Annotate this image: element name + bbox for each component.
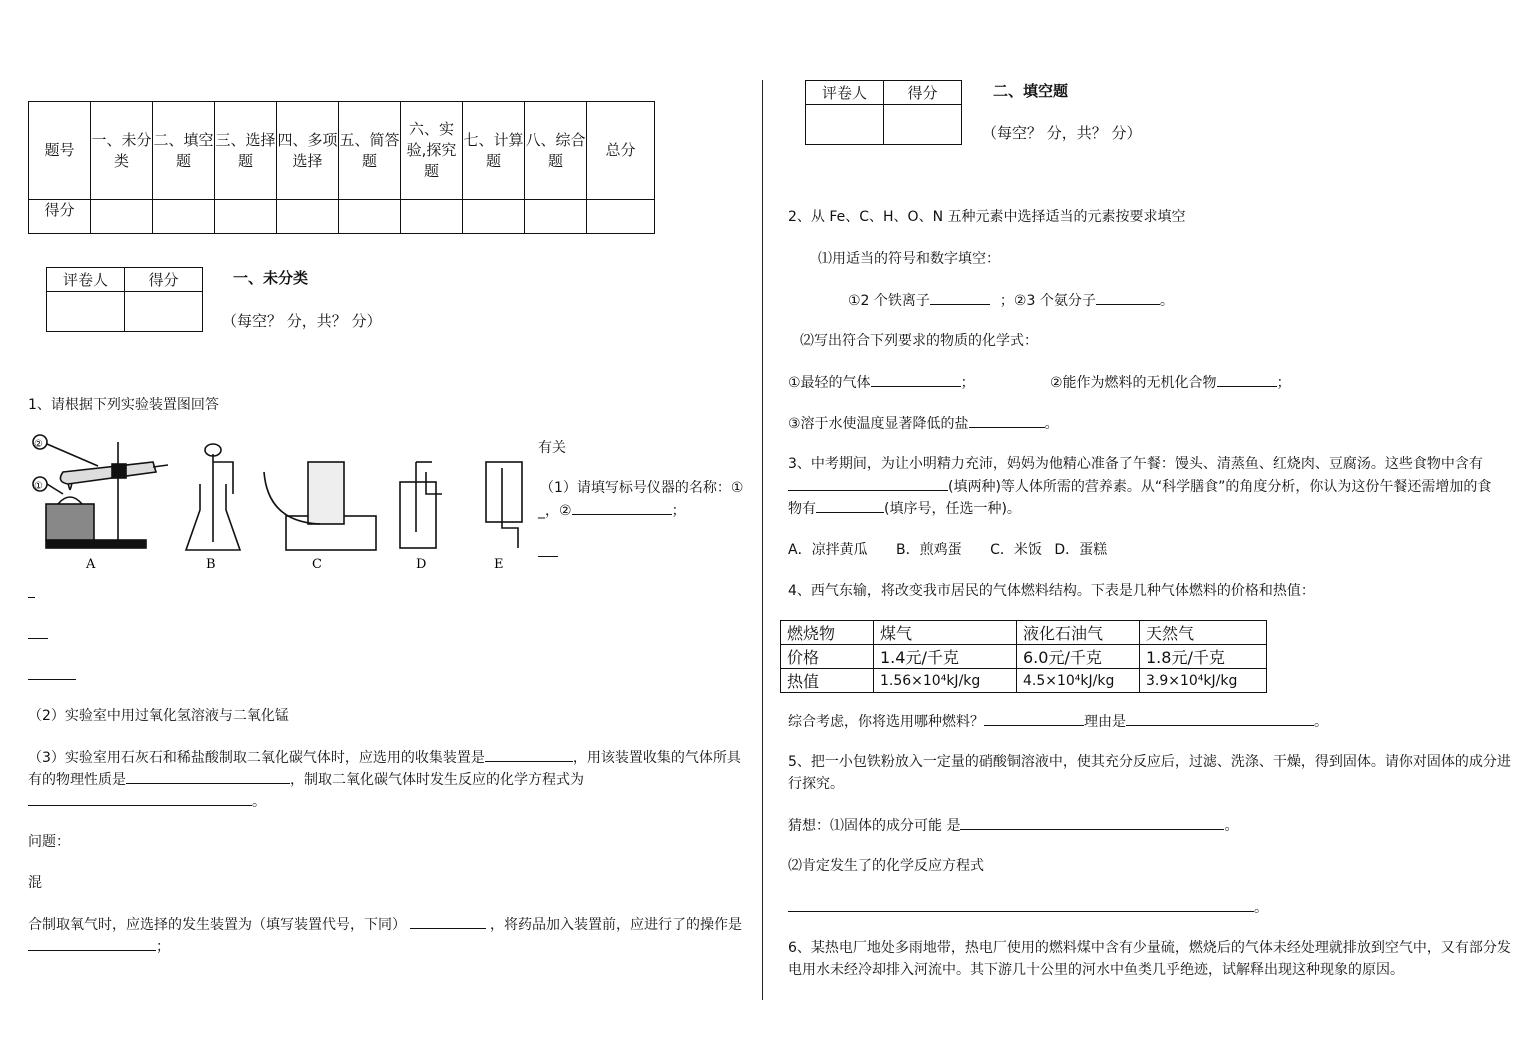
q1-part1-line2	[538, 500, 686, 521]
q1-part1-line1	[540, 478, 743, 498]
score-label: 得分	[125, 268, 203, 292]
apparatus-b-outlet	[213, 462, 233, 494]
q4-blank-reason[interactable]	[1126, 711, 1314, 726]
q1-tail-text-b: ，将药品加入装置前，应进行了的操作是	[490, 917, 742, 933]
fuel-table-header: 煤气	[874, 621, 1017, 645]
fuel-table-cell: 1.8元/千克	[1140, 645, 1267, 669]
score-row-label: 得分	[29, 200, 91, 234]
reviewer-label: 评卷人	[806, 81, 884, 105]
q4-blank-fuel[interactable]	[984, 711, 1084, 726]
score-cell[interactable]	[215, 200, 277, 234]
q2-item3-line	[788, 413, 1059, 434]
fuel-table-cell: 热值	[781, 669, 874, 693]
score-cell[interactable]	[277, 200, 339, 234]
q1-tail-line2	[28, 936, 170, 957]
fuel-table-cell: 3.9×10⁴kJ/kg	[1140, 669, 1267, 693]
q6-line1: 6、某热电厂地处多雨地带，热电厂使用的燃料煤中含有少量硫，燃烧后的气体未经处理就排放到空气中，又有部分发	[788, 940, 1511, 956]
q2-sub1-text-a: ①2 个铁离子	[848, 293, 930, 309]
q1-tail-end: ；	[156, 939, 170, 955]
q4-ask-line	[788, 711, 1328, 732]
score-header-cell: 题号	[29, 102, 91, 200]
apparatus-e-bottle	[486, 462, 522, 522]
score-cell[interactable]	[525, 200, 587, 234]
q1-side-label: 有关	[538, 440, 566, 456]
reviewer-cell[interactable]	[47, 292, 125, 332]
q1-blank-collector[interactable]	[485, 747, 573, 762]
q5-blank-equation[interactable]	[788, 897, 1254, 912]
reviewer-label: 评卷人	[47, 268, 125, 292]
section2-title: 二、填空题	[993, 82, 1069, 100]
q2-blank-ammonia[interactable]	[1096, 290, 1160, 305]
apparatus-a-clamp	[112, 464, 126, 478]
score-header-cell: 七、计算题	[463, 102, 525, 200]
q5-guess-text: 猜想：⑴固体的成分可能 是	[788, 818, 961, 834]
q3-option-c: C．米饭	[990, 542, 1042, 558]
q5-line2: 行探究。	[788, 776, 844, 792]
q6-line2: 电用水未经冷却排入河流中。其下游几十公里的河水中鱼类几乎绝迹，试解释出现这种现象的原因。	[788, 962, 1404, 978]
q5-guess-line	[788, 815, 1238, 836]
q1-tail-text-a: 合制取氧气时，应选择的发生装置为（填写装置代号，下同）	[28, 917, 406, 933]
apparatus-label-e: E	[494, 557, 504, 572]
q2-item2-end: ；	[1276, 375, 1291, 391]
q2-item2-line	[1050, 372, 1291, 393]
q1-part3-text-b: ，用该装置收集的气体所具	[572, 750, 741, 766]
q2-item1-text: ①最轻的气体	[788, 375, 871, 391]
q3-line3-text-a: 物有	[788, 501, 816, 517]
q1-problem: 问题：	[28, 834, 70, 850]
q1-part1-text: （1）请填写标号仪器的名称：①	[540, 480, 744, 496]
q3-blank-nutrients[interactable]	[788, 476, 948, 491]
apparatus-figure	[28, 432, 528, 574]
q2-blank-iron-ion[interactable]	[930, 290, 990, 305]
fuel-table-cell: 4.5×10⁴kJ/kg	[1017, 669, 1140, 693]
fuel-table-cell: 1.56×10⁴kJ/kg	[874, 669, 1017, 693]
q1-part2: （2）实验室中用过氧化氢溶液与二氧化锰	[28, 708, 289, 724]
apparatus-a-base	[46, 540, 146, 548]
score-cell[interactable]	[91, 200, 153, 234]
q5-sub2: ⑵肯定发生了的化学反应方程式	[788, 858, 984, 874]
q5-guess-end: 。	[1224, 818, 1239, 834]
q5-sub2-answer	[788, 897, 1268, 918]
fuel-table	[780, 620, 1267, 693]
q2-blank-lightest-gas[interactable]	[871, 372, 961, 387]
column-divider	[762, 80, 763, 1000]
q2-sub1: ⑴用适当的符号和数字填空：	[818, 251, 1000, 267]
score-header-cell: 一、未分类	[91, 102, 153, 200]
q1-part3-text-d: ，制取二氧化碳气体时发生反应的化学方程式为	[290, 772, 584, 788]
q1-part1-text-b: _，②	[538, 503, 572, 519]
q3-option-a: A．凉拌黄瓜	[788, 542, 868, 558]
score-header-cell: 四、多项选择	[277, 102, 339, 200]
q1-part3-end: 。	[252, 794, 266, 810]
apparatus-a-outlet	[153, 465, 168, 467]
q2-stem: 2、从 Fe、C、H、O、N 五种元素中选择适当的元素按要求填空	[788, 209, 1186, 225]
score-cell[interactable]	[125, 292, 203, 332]
score-label: 得分	[884, 81, 962, 105]
q1-blank-stub[interactable]	[28, 679, 76, 680]
fuel-table-header: 燃烧物	[781, 621, 874, 645]
q1-stem: 1、请根据下列实验装置图回答	[28, 397, 219, 413]
score-header-cell: 三、选择题	[215, 102, 277, 200]
section1-note: （每空？ 分，共？ 分）	[222, 312, 382, 330]
score-cell[interactable]	[401, 200, 463, 234]
q3-line2-text: (填两种)等人体所需的营养素。从“科学膳食”的角度分析，你认为这份午餐还需增加的食	[948, 479, 1492, 495]
q3-line3-text-b: (填序号，任选一种)。	[884, 501, 1021, 517]
apparatus-c-bottle	[308, 462, 344, 524]
q4-ask-end: 。	[1314, 714, 1328, 730]
q5-line1: 5、把一小包铁粉放入一定量的硝酸铜溶液中，使其充分反应后，过滤、洗涤、干燥，得到固体。请你对固体的成分进	[788, 754, 1511, 770]
score-header-cell: 二、填空题	[153, 102, 215, 200]
q3-blank-choice[interactable]	[816, 498, 884, 513]
score-cell[interactable]	[339, 200, 401, 234]
q2-blank-fuel-compound[interactable]	[1217, 372, 1277, 387]
q2-item1-end: ；	[960, 375, 975, 391]
fuel-table-header: 液化石油气	[1017, 621, 1140, 645]
q1-part3-line1	[28, 747, 741, 768]
q3-option-d: D．蛋糕	[1054, 542, 1108, 558]
reviewer-cell[interactable]	[806, 105, 884, 145]
q3-line3	[788, 498, 1021, 519]
apparatus-a-lamp-neck	[58, 497, 82, 504]
score-cell[interactable]	[463, 200, 525, 234]
section1-title: 一、未分类	[233, 269, 309, 287]
q2-item1-line	[788, 372, 975, 393]
score-header-cell: 总分	[587, 102, 655, 200]
q1-part1-end: ；	[671, 503, 686, 519]
q5-blank-guess[interactable]	[960, 815, 1224, 830]
q1-blank-stub[interactable]	[538, 556, 558, 557]
score-cell[interactable]	[587, 200, 655, 234]
q4-stem: 4、西气东输，将改变我市居民的气体燃料结构。下表是几种气体燃料的价格和热值：	[788, 583, 1315, 599]
q1-tail-line1	[28, 914, 742, 935]
fuel-table-header: 天然气	[1140, 621, 1267, 645]
q2-item3-end: 。	[1044, 416, 1059, 432]
marker-1: ①	[34, 481, 43, 492]
q3-option-b: B．煎鸡蛋	[896, 542, 962, 558]
score-header-cell: 六、实验,探究题	[401, 102, 463, 200]
reviewer-box-1	[46, 267, 203, 332]
q4-ask-text-b: 理由是	[1084, 714, 1126, 730]
q1-mix: 混	[28, 875, 42, 891]
q1-blank-stub[interactable]	[28, 638, 48, 639]
score-header-cell: 五、简答题	[339, 102, 401, 200]
q2-item2-text: ②能作为燃料的无机化合物	[1050, 375, 1217, 391]
reviewer-box-2	[805, 80, 962, 145]
apparatus-a-test-tube	[60, 462, 156, 484]
q1-part3-text-c: 有的物理性质是	[28, 772, 126, 788]
q2-sub2: ⑵写出符合下列要求的物质的化学式：	[800, 333, 1038, 349]
q1-part3-line2	[28, 769, 584, 790]
q1-blank-property[interactable]	[126, 769, 290, 784]
apparatus-label-d: D	[416, 557, 427, 572]
q1-part3-text-a: （3）实验室用石灰石和稀盐酸制取二氧化碳气体时，应选用的收集装置是	[28, 750, 485, 766]
fuel-table-cell: 价格	[781, 645, 874, 669]
q4-ask-text-a: 综合考虑，你将选用哪种燃料？	[788, 714, 984, 730]
q2-blank-salt[interactable]	[969, 413, 1045, 428]
score-table	[28, 101, 655, 234]
q2-sub1-text-b: ；②3 个氨分子	[999, 293, 1096, 309]
q1-blank-equation[interactable]	[28, 791, 252, 806]
q3-line2	[788, 476, 1491, 497]
q3-line1: 3、中考期间，为让小明精力充沛，妈妈为他精心准备了午餐：馒头、清蒸鱼、红烧肉、豆腐汤。这些食物中含有	[788, 456, 1483, 472]
q1-blank-operation[interactable]	[28, 936, 156, 951]
score-cell[interactable]	[153, 200, 215, 234]
q1-blank-2[interactable]	[572, 500, 672, 515]
q5-sub2-end: 。	[1254, 900, 1268, 916]
fuel-table-cell: 1.4元/千克	[874, 645, 1017, 669]
q1-blank-generator[interactable]	[410, 914, 486, 929]
q2-item3-text: ③溶于水使温度显著降低的盐	[788, 416, 969, 432]
marker-2: ②	[34, 439, 43, 450]
fuel-table-cell: 6.0元/千克	[1017, 645, 1140, 669]
apparatus-a-lamp-body	[46, 504, 94, 540]
apparatus-label-a: A	[86, 557, 96, 572]
section2-note: （每空？ 分，共？ 分）	[982, 124, 1142, 142]
q1-blank-stub[interactable]	[28, 597, 35, 598]
q3-options	[788, 540, 1107, 560]
apparatus-label-b: B	[206, 557, 216, 572]
apparatus-label-c: C	[312, 557, 322, 572]
apparatus-d-bottle	[400, 482, 436, 548]
apparatus-e-tube	[502, 468, 518, 548]
score-cell[interactable]	[884, 105, 962, 145]
q1-part3-line3	[28, 791, 266, 812]
q2-sub1-end: 。	[1159, 293, 1174, 309]
score-header-cell: 八、综合题	[525, 102, 587, 200]
q2-sub1-line	[848, 290, 1174, 311]
